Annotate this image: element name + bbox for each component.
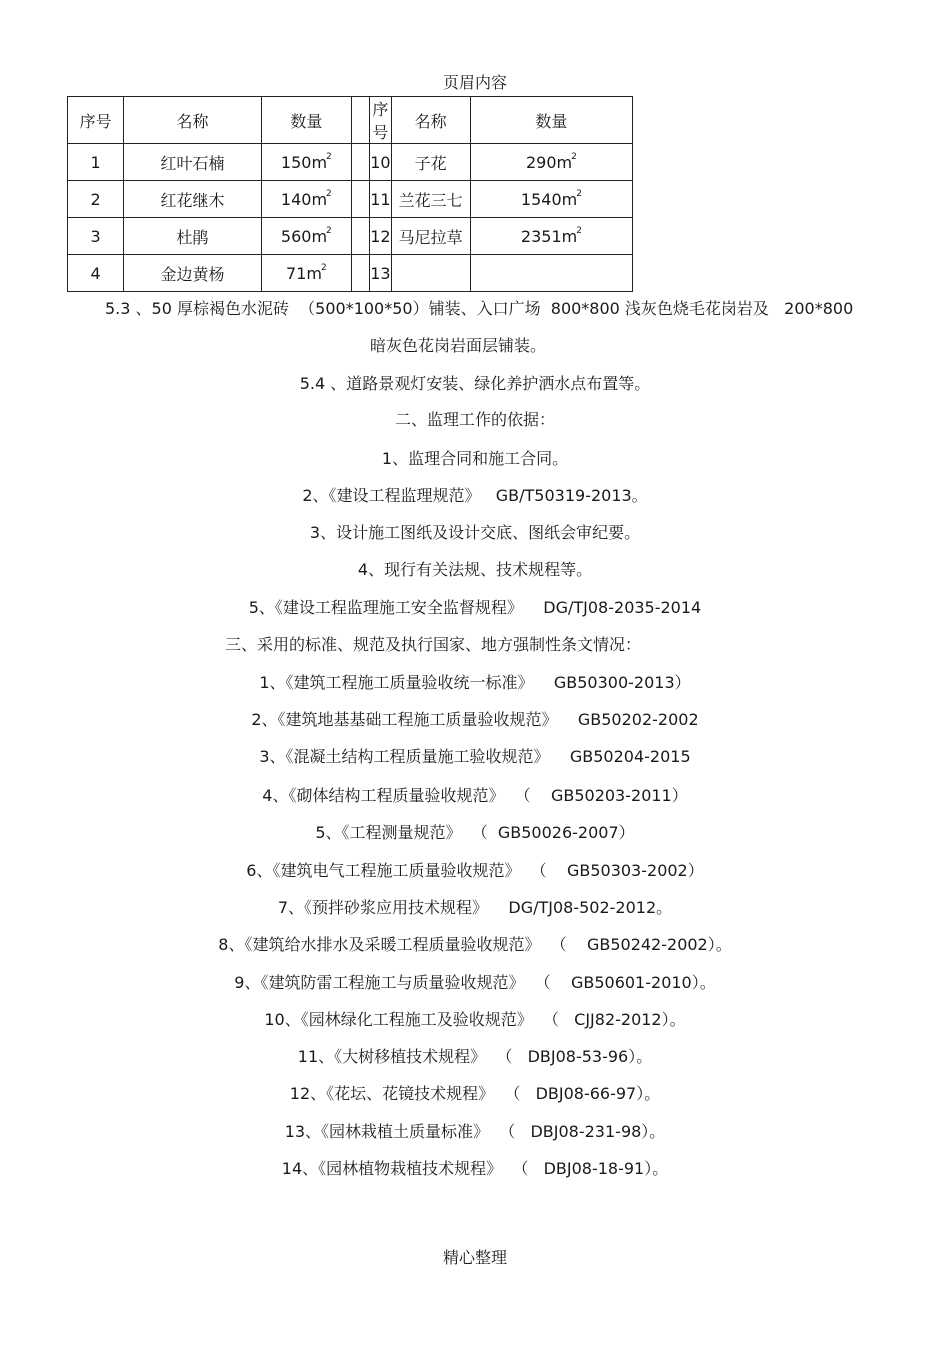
sec3-item: 4、《砌体结构工程质量验收规范》 （ GB50203-2011） [262,786,688,805]
cell: 2 [68,181,124,218]
sec3-item: 1、《建筑工程施工质量验收统一标准》 GB50300-2013） [259,673,691,692]
sec3-item: 9、《建筑防雷工程施工与质量验收规范》 （ GB50601-2010）。 [234,973,716,992]
table-gap [351,255,369,292]
table-gap [351,181,369,218]
sec3-item: 12、《花坛、花镜技术规程》 （ DBJ08-66-97）。 [289,1084,661,1103]
table-row [68,144,748,181]
sec3-item: 8、《建筑给水排水及采暖工程质量验收规范》 （ GB50242-2002）。 [218,935,732,954]
cell: 1 [68,144,124,181]
sec2-item: 4、现行有关法规、技术规程等。 [357,560,593,579]
sec3-item: 11、《大树移植技术规程》 （ DBJ08-53-96）。 [297,1047,653,1066]
cell-quantity: $290m^2$ [470,144,632,181]
cell-quantity: $1540m^2$ [470,181,632,218]
sec2-item: 3、设计施工图纸及设计交底、图纸会审纪要。 [309,523,641,542]
cell-quantity: $560m^2$ [261,218,351,255]
sec2-item: 5、《建设工程监理施工安全监督规程》 DG/TJ08-2035-2014 [248,598,702,617]
header-cell: 名称 [124,97,262,144]
cell: 红花继木 [124,181,262,218]
sec3-item: 7、《预拌砂浆应用技术规程》 DG/TJ08-502-2012。 [277,898,673,917]
sec3-item: 6、《建筑电气工程施工质量验收规范》 （ GB50303-2002） [246,861,704,880]
table-row [68,181,748,218]
table-gap [351,144,369,181]
table-row [68,218,748,255]
cell-quantity: $2351m^2$ [470,218,632,255]
header-cell: 序号 [370,97,391,144]
sec3-item: 14、《园林植物栽植技术规程》 （ DBJ08-18-91）。 [281,1159,669,1178]
cell [391,255,470,292]
cell-quantity [470,255,632,292]
table-gap [351,97,369,144]
sec3-item: 3、《混凝土结构工程质量施工验收规范》 GB50204-2015 [259,747,691,766]
cell: 12 [370,218,391,255]
header-cell: 数量 [261,97,351,144]
cell: 金边黄杨 [124,255,262,292]
sec2-item: 1、监理合同和施工合同。 [381,449,569,468]
header-cell: 数量 [470,97,632,144]
header-cell: 序号 [68,97,124,144]
cell-quantity: $150m^2$ [261,144,351,181]
paragraph-5-4: 5.4 、道路景观灯安装、绿化养护洒水点布置等。 [299,374,651,393]
plant-quantity-table [67,96,748,292]
cell-quantity: $140m^2$ [261,181,351,218]
sec3-item: 13、《园林栽植土质量标准》 （ DBJ08-231-98）。 [284,1122,666,1141]
cell: 红叶石楠 [124,144,262,181]
cell: 兰花三七 [391,181,470,218]
cell: 13 [370,255,391,292]
sec3-item: 10、《园林绿化工程施工及验收规范》 （ CJJ82-2012）。 [264,1010,686,1029]
table-header-row [68,97,748,144]
section-3-title: 三、采用的标准、规范及执行国家、地方强制性条文情况： [225,635,642,654]
table-row [68,255,748,292]
paragraph-5-3-cont: 暗灰色花岗岩面层铺装。 [370,336,547,355]
paragraph-5-3: 5.3 、50 厚棕褐色水泥砖 （500*100*50）铺装、入口广场 800*800 浅灰色烧毛花岗岩及 200*800 [105,299,854,318]
sec2-item: 2、《建设工程监理规范》 GB/T50319-2013。 [302,486,648,505]
page-header: 页眉内容 [442,73,507,92]
cell: 4 [68,255,124,292]
table-gap [351,218,369,255]
header-cell: 名称 [391,97,470,144]
cell: 子花 [391,144,470,181]
cell: 10 [370,144,391,181]
section-2-title: 二、监理工作的依据： [394,410,555,429]
page-footer: 精心整理 [442,1248,507,1267]
cell: 11 [370,181,391,218]
cell: 杜鹃 [124,218,262,255]
cell: 马尼拉草 [391,218,470,255]
cell: 3 [68,218,124,255]
cell-quantity: $71m^2$ [261,255,351,292]
sec3-item: 5、《工程测量规范》 （ GB50026-2007） [315,823,635,842]
sec3-item: 2、《建筑地基基础工程施工质量验收规范》 GB50202-2002 [251,710,699,729]
